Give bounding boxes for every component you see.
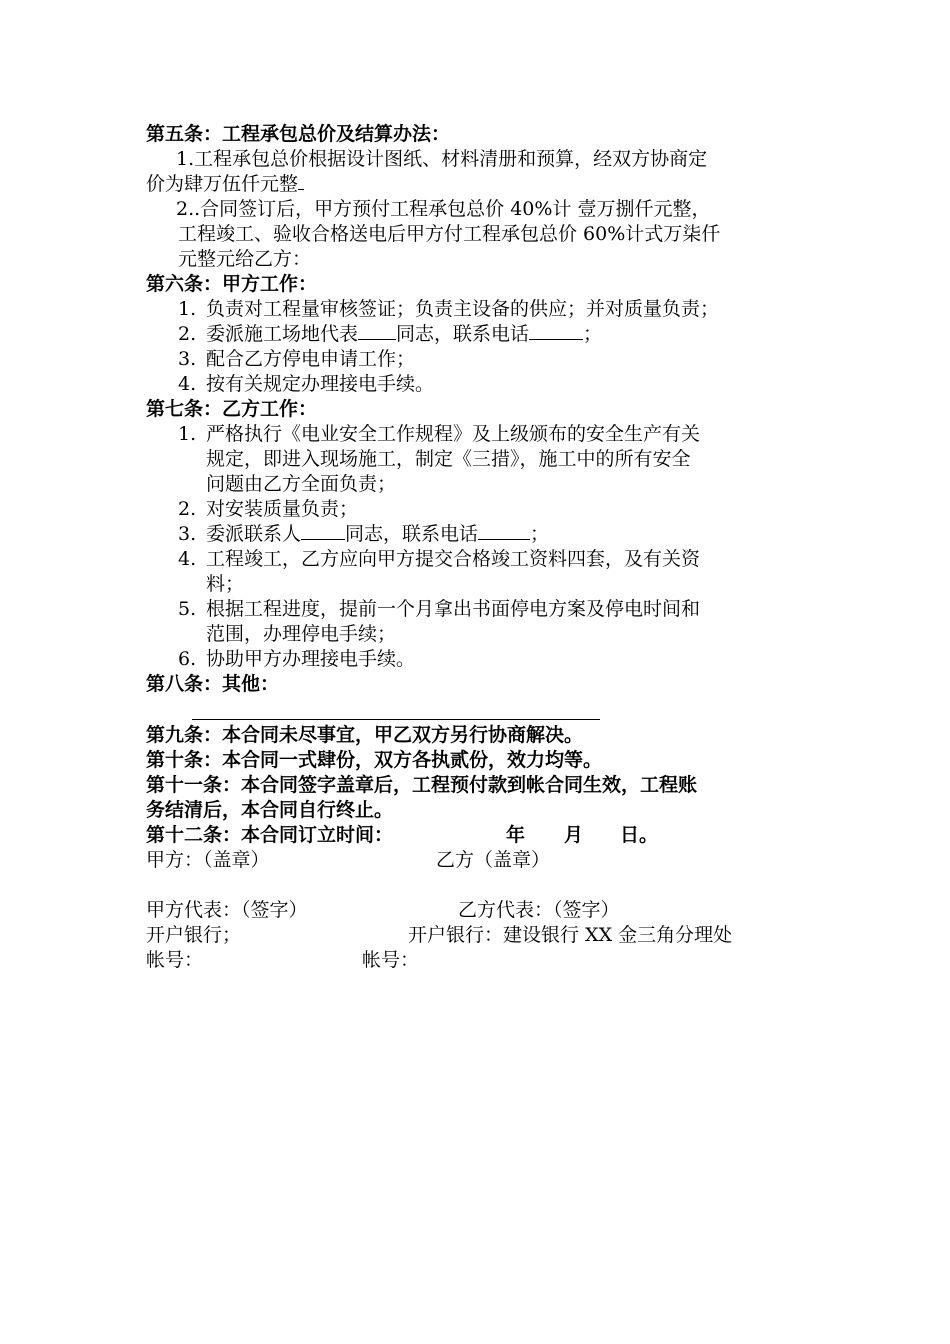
article-5-para-2-line-1: 2..合同签订后，甲方预付工程承包总价 40%计 壹万捌仟元整，	[176, 198, 711, 220]
account-row	[146, 948, 814, 973]
list-text-line: 工程竣工，乙方应向甲方提交合格竣工资料四套，及有关资	[206, 548, 701, 570]
list-text-line: 料；	[206, 573, 245, 595]
list-text: 配合乙方停电申请工作；	[206, 348, 416, 370]
article-5-heading: 第五条：工程承包总价及结算办法：	[146, 123, 451, 145]
party-a-account-label: 帐号：	[146, 949, 204, 971]
list-text: 按有关规定办理接电手续。	[206, 373, 435, 395]
list-text-line: 严格执行《电业安全工作规程》及上级颁布的安全生产有关	[206, 423, 701, 445]
article-11-line-1: 第十一条：本合同签字盖章后，工程预付款到帐合同生效，工程账	[146, 774, 698, 796]
bank-row	[146, 923, 814, 948]
list-text: ；	[530, 523, 550, 545]
list-item	[146, 297, 814, 322]
list-text: 委派施工场地代表	[206, 323, 359, 345]
list-number: 5.	[178, 598, 197, 620]
article-5-para-1-line-1: 1.工程承包总价根据设计图纸、材料清册和预算，经双方协商定	[176, 148, 708, 170]
list-item	[146, 547, 814, 597]
party-b-account-label: 帐号：	[362, 949, 420, 971]
list-text: ；	[583, 323, 603, 345]
list-number: 2.	[178, 323, 197, 345]
article-12-row	[146, 823, 814, 848]
date-year-label: 年	[506, 824, 526, 846]
list-item	[146, 597, 814, 647]
article-6-heading: 第六条：甲方工作：	[146, 273, 318, 295]
party-b-bank-label: 开户银行：建设银行 XX 金三角分理处	[408, 924, 733, 946]
list-item	[146, 372, 814, 397]
article-8-heading: 第八条：其他：	[146, 673, 280, 695]
list-number: 2.	[178, 498, 197, 520]
representative-row	[146, 898, 814, 923]
list-number: 3.	[178, 523, 197, 545]
date-month-label: 月	[564, 824, 584, 846]
article-7-heading: 第七条：乙方工作：	[146, 398, 318, 420]
list-item	[146, 647, 814, 672]
article-10-heading: 第十条：本合同一式肆份，双方各执贰份，效力均等。	[146, 749, 603, 771]
contact-name-blank	[301, 522, 345, 540]
list-item	[146, 322, 814, 347]
list-text: 委派联系人	[206, 523, 302, 545]
list-item	[146, 522, 814, 547]
phone-blank	[478, 522, 530, 540]
list-number: 1.	[178, 298, 197, 320]
article-11-line-2: 务结清后，本合同自行终止。	[146, 799, 394, 821]
list-number: 4.	[178, 548, 197, 570]
article-12-label: 第十二条：本合同订立时间：	[146, 824, 394, 846]
blank-underline	[298, 172, 304, 190]
list-text: 对安装质量负责；	[206, 498, 359, 520]
party-b-seal-label: 乙方（盖章）	[436, 849, 551, 871]
other-terms-blank-line	[192, 697, 600, 720]
article-5-para-2-line-3: 元整元给乙方：	[178, 248, 312, 270]
list-text-line: 根据工程进度，提前一个月拿出书面停电方案及停电时间和	[206, 598, 701, 620]
list-item	[146, 497, 814, 522]
article-5-para-2-line-2: 工程竣工、验收合格送电后甲方付工程承包总价 60%计式万柒仟	[178, 223, 721, 245]
list-item	[146, 422, 814, 497]
party-a-representative-label: 甲方代表：（签字）	[146, 899, 308, 921]
list-number: 6.	[178, 648, 197, 670]
list-text: 同志，联系电话	[396, 323, 530, 345]
list-number: 4.	[178, 373, 197, 395]
article-5-para-1-line-2	[146, 172, 814, 197]
phone-blank	[529, 322, 583, 340]
representative-name-blank	[358, 322, 396, 340]
list-text: 负责对工程量审核签证；负责主设备的供应；并对质量负责；	[206, 298, 720, 320]
list-text: 同志，联系电话	[345, 523, 479, 545]
party-a-bank-label: 开户银行；	[146, 924, 242, 946]
article-5-para-1-text: 价为肆万伍仟元整	[146, 173, 299, 195]
list-number: 3.	[178, 348, 197, 370]
list-text: 协助甲方办理接电手续。	[206, 648, 416, 670]
party-a-seal-label: 甲方：（盖章）	[146, 849, 270, 871]
contract-body	[146, 122, 814, 973]
article-9-heading: 第九条：本合同未尽事宜，甲乙双方另行协商解决。	[146, 724, 584, 746]
list-text-line: 规定，即进入现场施工，制定《三措》，施工中的所有安全	[206, 448, 691, 470]
seal-row	[146, 848, 814, 873]
party-b-representative-label: 乙方代表：（签字）	[458, 899, 620, 921]
date-day-label: 日。	[620, 824, 659, 846]
list-text-line: 范围，办理停电手续；	[206, 623, 397, 645]
list-item	[146, 347, 814, 372]
list-number: 1.	[178, 423, 197, 445]
list-text-line: 问题由乙方全面负责；	[206, 473, 397, 495]
